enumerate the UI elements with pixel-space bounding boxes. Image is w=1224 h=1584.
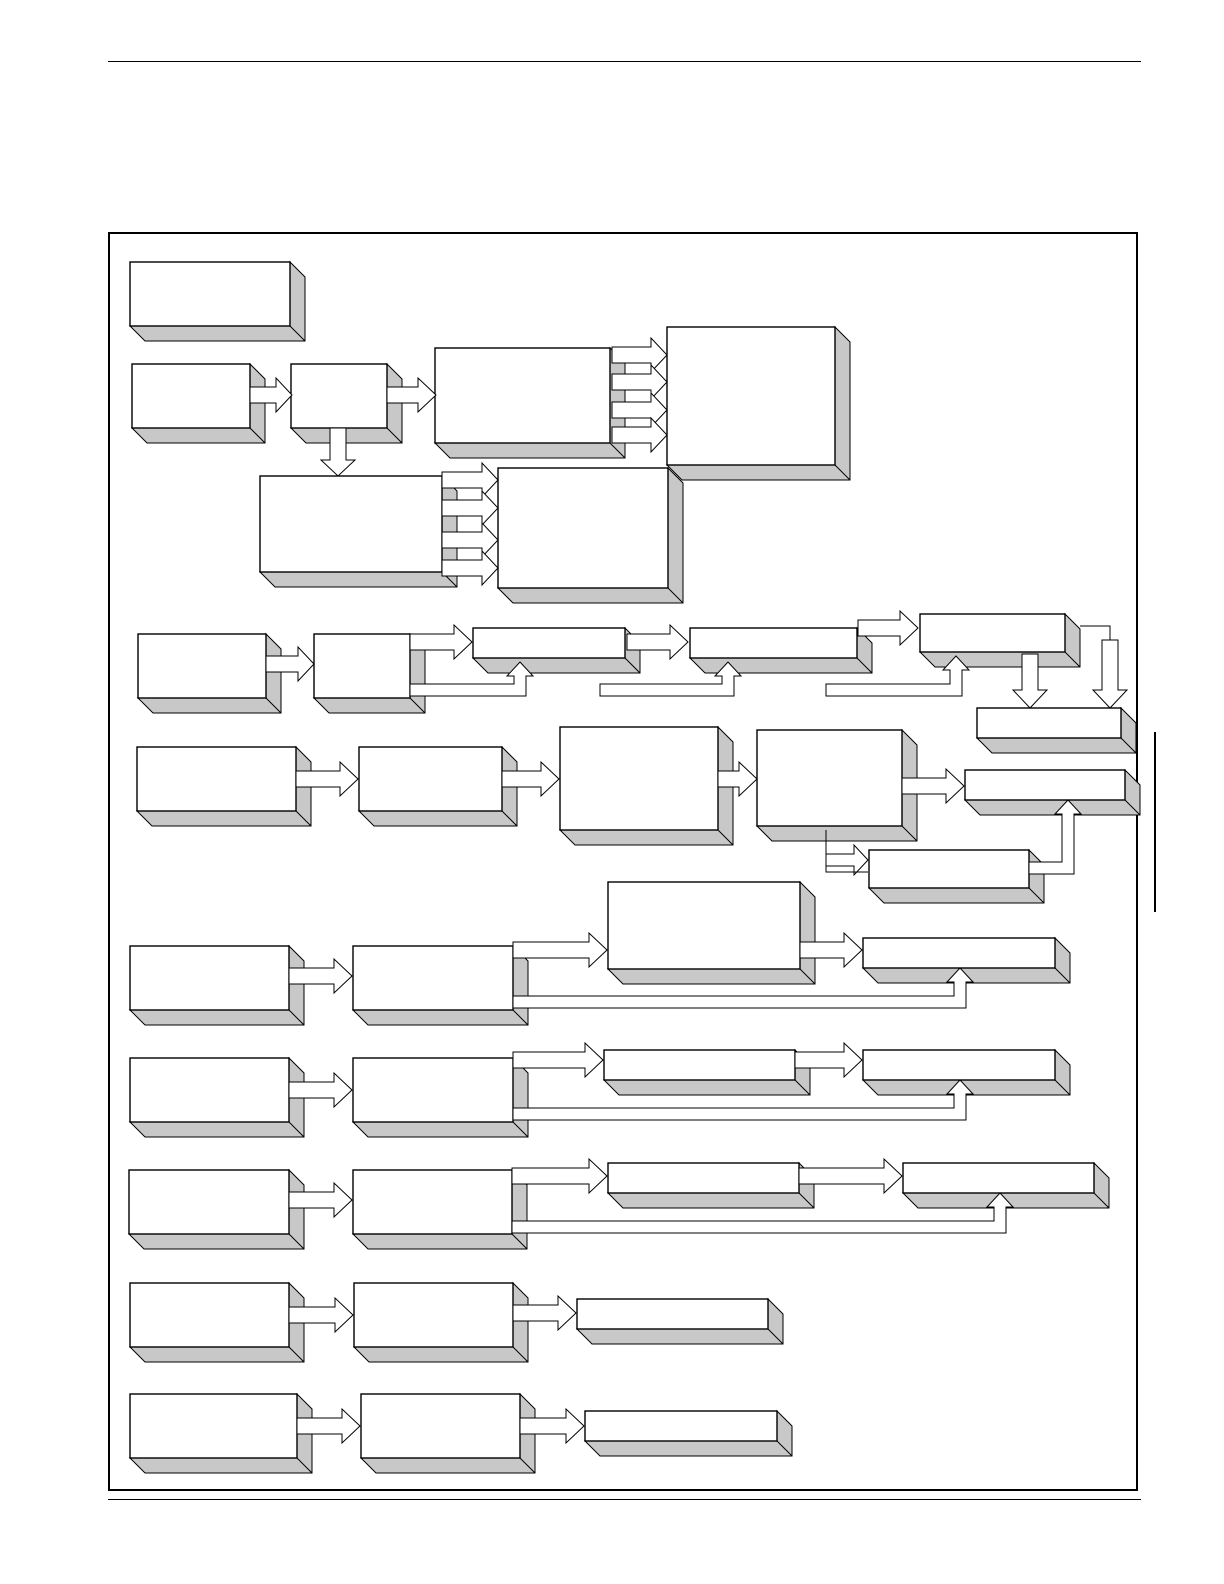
flow-box-24	[130, 1058, 304, 1137]
flow-box-5	[667, 327, 850, 480]
flow-box-21	[353, 946, 528, 1025]
flow-box-20	[130, 946, 304, 1025]
flow-box-7	[498, 468, 683, 603]
flow-box-10	[473, 628, 640, 673]
flow-box-34	[577, 1299, 783, 1344]
flow-box-1	[130, 262, 305, 341]
flow-arrow-17	[1093, 640, 1127, 708]
flow-box-12	[920, 614, 1080, 667]
flow-arrow-22	[826, 845, 868, 875]
flow-box-8	[138, 634, 281, 713]
flow-box-37	[585, 1411, 792, 1456]
flow-box-29	[353, 1170, 527, 1249]
flow-box-18	[965, 770, 1140, 815]
flow-box-15	[359, 747, 517, 826]
flow-box-6	[260, 476, 457, 587]
flow-box-11	[690, 628, 872, 673]
flow-box-22	[608, 882, 815, 984]
flow-box-9	[314, 634, 425, 713]
flow-box-36	[361, 1394, 535, 1473]
flow-box-19	[869, 850, 1044, 903]
flow-box-33	[354, 1283, 528, 1362]
flow-box-4	[435, 348, 625, 458]
flow-box-28	[129, 1170, 304, 1249]
flow-box-17	[757, 730, 917, 841]
flow-box-25	[353, 1058, 528, 1137]
flow-box-35	[130, 1394, 312, 1473]
flow-box-32	[130, 1283, 304, 1362]
flow-box-14	[137, 747, 311, 826]
flow-box-26	[604, 1050, 810, 1095]
flow-box-16	[560, 727, 733, 845]
flow-box-2	[132, 364, 265, 443]
flow-box-30	[608, 1163, 814, 1208]
flow-box-13	[977, 708, 1136, 753]
